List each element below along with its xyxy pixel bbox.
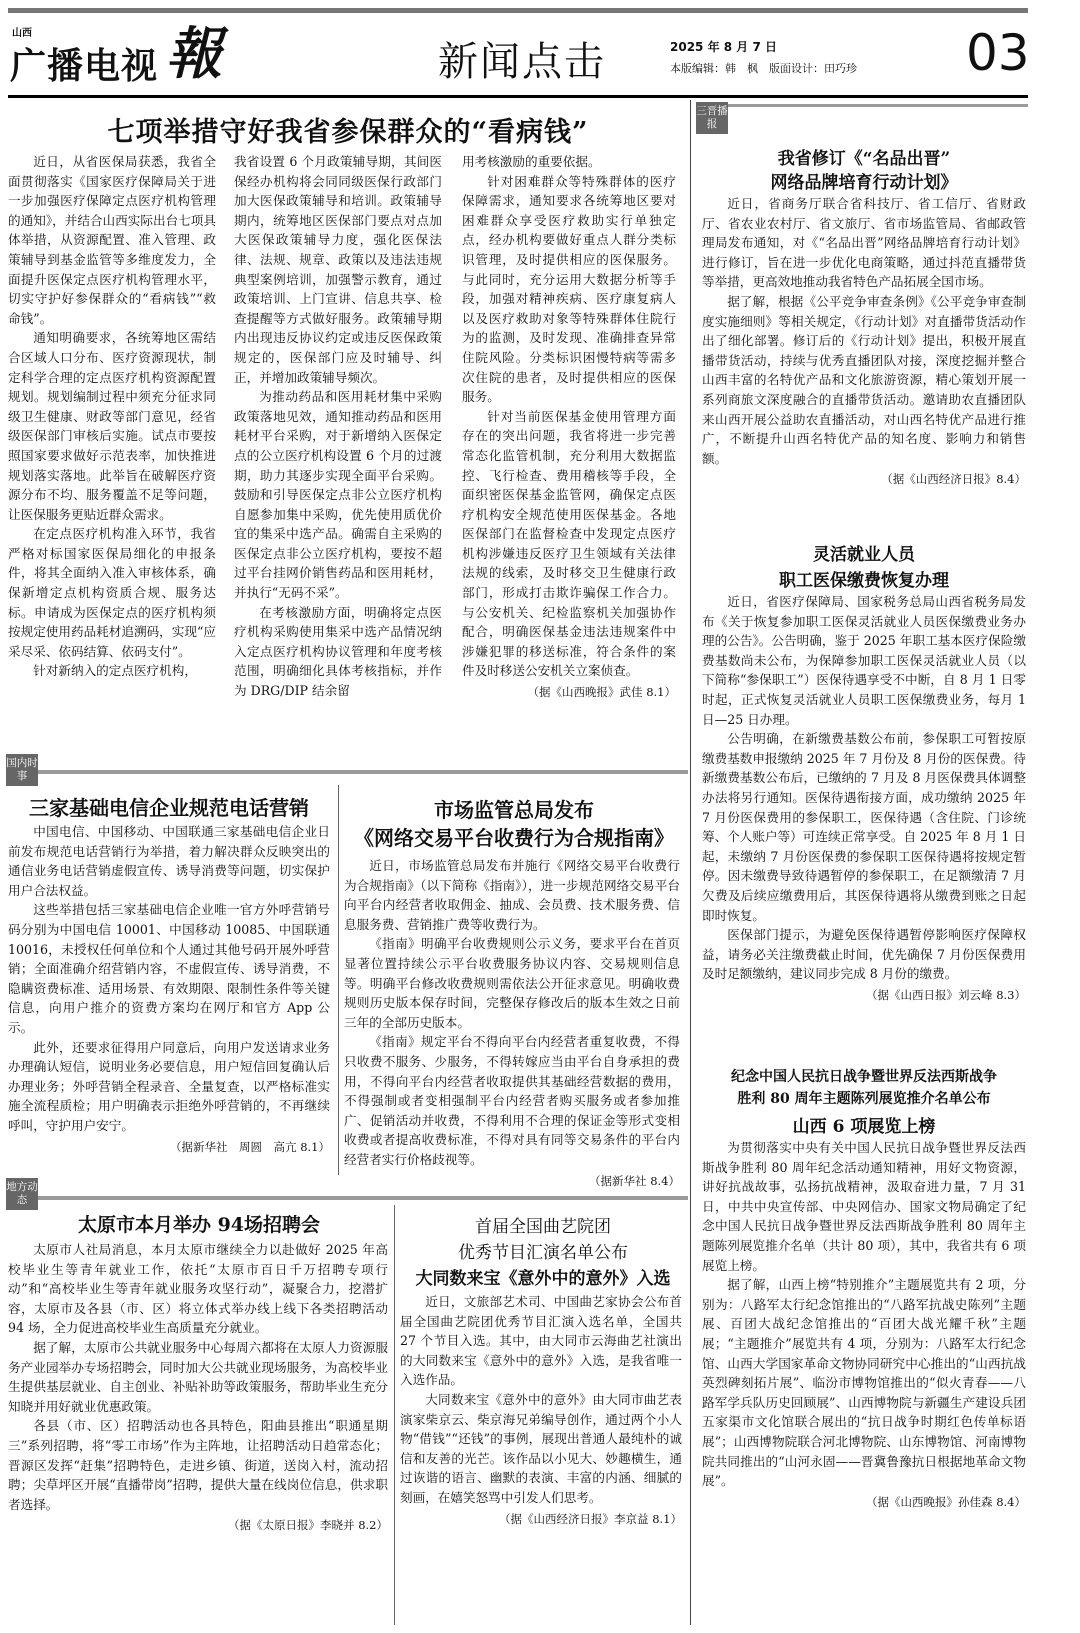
- section-rule: [8, 1196, 688, 1200]
- paragraph: 在定点医疗机构准入环节，我省严格对标国家医保局细化的申报条件，将其全面纳入准入审核体系，确保新增定点机构资质合规、服务达标。申请成为医保定点的医疗机构须按规定使用药品耗材追溯码，实现“应采尽采、依码结算、依码支付”。: [8, 526, 216, 659]
- newspaper-logo-bao: 報: [166, 21, 222, 87]
- article-source: （据新华社 8.4）: [589, 1173, 680, 1188]
- article-source: （据《太原日报》李晓并 8.2）: [228, 1518, 388, 1533]
- paragraph: 据了解，太原市公共就业服务中心每周六都将在太原人力资源服务产业园举办专场招聘会，同时加大公共就业现场服务，为高校毕业生提供基层就业、自主创业、补贴补助等政策服务，帮助毕业生充分知晓并用好就业优惠政策。: [8, 1339, 388, 1414]
- paragraph: 这些举措包括三家基础电信企业唯一官方外呼营销号码分别为中国电信 10001、中国移动 10085、中国联通 10016，未授权任何单位和个人通过其他号码开展外呼营销；全面准确介绍营销内容，不虚假宣传、诱导消费，不隐瞒资费标准、适用场景、有效期限、限制性条件等关键信息，向用户推介的资费方案均在网厅和官方 App 公示。: [8, 902, 330, 1035]
- paragraph: 在考核激励方面，明确将定点医疗机构采购使用集采中选产品情况纳入定点医疗机构协议管理和年度考核范围，明确细化具体考核指标，并作为 DRG/DIP 结余留: [234, 604, 442, 699]
- paragraph: 《指南》明确平台收费规则公示义务，要求平台在首页显著位置持续公示平台收费服务协议内容、交易规则信息等。明确平台修改收费规则需依法公开征求意见。明确收费规则历史版本保存时间，完整保存修改后的版本生效之日前三年的全部历史版本。: [344, 936, 680, 1030]
- paragraph: 近日，从省医保局获悉，我省全面贯彻落实《国家医疗保障局关于进一步加强医疗保障定点医疗机构管理的通知》，并结合山西实际出台七项具体举措，从资源配置、准入管理、政策辅导到基金监管等多维度发力，全面提升医保定点医疗机构管理水平，切实守护好参保群众的“看病钱”“救命钱”。: [8, 154, 216, 326]
- column-divider: [690, 100, 691, 1625]
- paragraph: 为贯彻落实中央有关中国人民抗日战争暨世界反法西斯战争胜利 80 周年纪念活动通知精神，用好文物资源，讲好抗战故事，弘扬抗战精神，汲取奋进力量，7 月 31 日，中共中央宣传部、中央网信办、国家文物局确定了纪念中国人民抗日战争暨世界反法西斯战争胜利 80 周年主题陈列展览推介名单（共计 80 项），其中，我省共有 6 项展览上榜。: [702, 1140, 1026, 1273]
- logo-small: 山西: [12, 28, 32, 39]
- paragraph: 《指南》规定平台不得向平台内经营者重复收费，不得只收费不服务、少服务，不得转嫁应当由平台自身承担的费用，不得向平台内经营者收取提供其基础经营数据的费用，不得强制或者变相强制平台内经营者购买服务或者参加推广、促销活动并收费，不得利用不合理的保证金等形式变相收费或者提高收费标准，不得对具有同等交易条件的平台内经营者实行价格歧视等。: [344, 1034, 680, 1167]
- bottom-left-title: 太原市本月举办 94场招聘会: [77, 1214, 321, 1236]
- section-tag-guonei: 国内时事: [6, 754, 38, 786]
- paragraph: 近日，市场监管总局发布并施行《网络交易平台收费行为合规指南》（以下简称《指南》），进一步规范网络交易平台向平台内经营者收取佣金、抽成、会员费、技术服务费、信息服务费、营销推广费等收费行为。: [344, 858, 680, 932]
- newspaper-logo: 广播电视: [10, 45, 159, 87]
- right2-body: [702, 592, 1026, 1005]
- paragraph: 据了解，根据《公平竞争审查条例》《公平竞争审查制度实施细则》等相关规定，《行动计划》对直播带货活动作出了细化部署。修订后的《行动计划》提出，积极开展直播带货活动，持续与优秀直播团队对接，深度挖掘并整合山西丰富的名特优产品和文化旅游资源，精心策划开展一系列商旅文深度融合的直播带货活动。邀请助农直播团队来山西开展公益助农直播活动，对山西名特优产品进行推广，不断提升山西名特优产品的知名度、影响力和销售额。: [702, 293, 1026, 466]
- article-source: （据《山西晚报》孙佳森 8.4）: [866, 1494, 1026, 1509]
- paragraph: 近日，省商务厅联合省科技厅、省工信厅、省财政厅、省农业农村厅、省文旅厅、省市场监管局、省邮政管理局发布通知，对《“名品出晋”网络品牌培育行动计划》进行修订，旨在进一步优化电商策略，通过抖范直播带货等举措，更高效地推动我省特色产品拓展全国市场。: [702, 196, 1026, 290]
- paragraph: 太原市人社局消息，本月太原市继续全力以赴做好 2025 年高校毕业生等青年就业工作，依托“太原市百日千万招聘专项行动”和“高校毕业生等青年就业服务攻坚行动”，凝聚合力，挖潜扩容，太原市及各县（市、区）将立体式举办线上线下各类招聘活动 94 场，全力促进高校毕业生高质量充分就业。: [8, 1242, 388, 1336]
- paragraph: 此外，还要求征得用户同意后，向用户发送请求业务办理确认短信，说明业务必要信息，用户短信回复确认后办理业务；外呼营销全程录音、全量复查，以严格标准实施全流程质检；用户明确表示拒绝外呼营销的，不再继续呼叫，守护用户安宁。: [8, 1039, 330, 1133]
- right1-title-1: 我省修订《“名品出晋”: [777, 149, 951, 169]
- section-tag-sanjin: 三晋播报: [696, 102, 728, 134]
- right1-title-2: 网络品牌培育行动计划》: [770, 173, 958, 193]
- masthead-rule: [8, 95, 1028, 98]
- section-rule: [8, 770, 688, 774]
- article-source: （据《山西晚报》武佳 8.1）: [527, 685, 676, 700]
- bottom-right-title-1: 首届全国曲艺院团: [475, 1217, 611, 1237]
- lead-col2: [234, 152, 442, 701]
- paragraph: 大同数来宝《意外中的意外》由大同市曲艺表演家柴京云、柴京海兄弟编导创作，通过两个小人物“借钱”“还钱”的事例，展现出普通人最纯朴的诚信和友善的光芒。该作品以小见大、妙趣横生，通过诙谐的语言、幽默的表演、丰富的内涵、细腻的刻画，在嬉笑怒骂中引发人们思考。: [400, 1391, 682, 1505]
- mid-left-body: [8, 822, 330, 1157]
- paragraph: 据了解，山西上榜“特别推介”主题展览共有 2 项，分别为：八路军太行纪念馆推出的“八路军抗战史陈列”主题展、百团大战纪念馆推出的“百团大战光耀千秋”主题展；“主题推介”展览共有 4 项，分别为：八路军太行纪念馆、山西大学国家革命文物协同研究中心推出的“山西抗战英烈碑刻拓片展”、临汾市博物馆推出的“似火青春——八路军学兵队历史回顾展”、山西博物院与新疆生产建设兵团五家渠市文化馆联合展出的“抗日战争时期红色传单标语展”；山西博物院联合河北博物院、山东博物馆、河南博物院共同推出的“山河永固——晋冀鲁豫抗日根据地革命文物展”。: [702, 1277, 1026, 1489]
- paragraph: 用考核激励的重要依据。: [462, 154, 601, 169]
- top-bar: [8, 8, 1028, 13]
- bottom-divider: [394, 1205, 395, 1625]
- right3-title-1: 纪念中国人民抗日战争暨世界反法西斯战争: [731, 1069, 997, 1085]
- right2-title-1: 灵活就业人员: [813, 545, 915, 565]
- right3-title-3: 山西 6 项展览上榜: [792, 1117, 936, 1137]
- section-title: 新闻点击: [438, 39, 606, 85]
- section-tag-difang: 地方动态: [6, 1178, 38, 1210]
- masthead: [8, 14, 1028, 94]
- paragraph: 近日，省医疗保障局、国家税务总局山西省税务局发布《关于恢复参加职工医保灵活就业人员医保缴费业务办理的公告》。公告明确，鉴于 2025 年职工基本医疗保险缴费基数尚未公布，为保障参加职工医保灵活就业人员（以下简称“参保职工”）医保待遇享受不中断，自 8 月 1 日零时起，正式恢复灵活就业人员职工医保缴费业务，每月 1 日—25 日办理。: [702, 594, 1026, 727]
- paragraph: 中国电信、中国移动、中国联通三家基础电信企业日前发布规范电话营销行为举措，着力解决群众反映突出的通信业务电话营销虚假宣传、诱导消费等问题，切实保护用户合法权益。: [8, 824, 330, 898]
- paragraph: 针对当前医保基金使用管理方面存在的突出问题，我省将进一步完善常态化监管机制，充分利用大数据监控、飞行检查、费用稽核等手段，全面织密医保基金监管网，确保定点医疗机构安全规范使用医保基金。各地医保部门在监督检查中发现定点医疗机构涉嫌违反医疗卫生领域有关法律法规的线索，及时移交卫生健康行政部门，形成打击欺诈骗保工作合力。与公安机关、纪检监察机关加强协作配合，明确医保基金违法违规案件中涉嫌犯罪的移送标准，符合条件的案件及时移送公安机关立案侦查。: [462, 408, 676, 679]
- lead-col3: [462, 152, 676, 703]
- paragraph: 各县（市、区）招聘活动也各具特色，阳曲县推出“职通星期三”系列招聘，将“零工市场”作为主阵地，让招聘活动日趋常态化；晋源区发挥“赶集”招聘特色，走进乡镇、街道，送岗入村，流动招聘；尖草坪区开展“直播带岗”招聘，提供大量在线岗位信息，供求职者选择。: [8, 1418, 388, 1512]
- page-number: 03: [966, 24, 1030, 82]
- paragraph: 针对困难群众等特殊群体的医疗保障需求，通知要求各统筹地区要对困难群众享受医疗救助实行单独定点，经办机构要做好重点人群分类标识管理，及时提供相应的医保服务。与此同时，充分运用大数据分析等手段，加强对精神疾病、医疗康复病人以及医疗救助对象等特殊群体住院行为的监测，及时发现、准确排查异常住院风险。分类标识困慢特病等需多次住院的患者，及时提供相应的医保服务。: [462, 173, 676, 405]
- article-source: （据《山西日报》刘云峰 8.3）: [866, 987, 1026, 1002]
- article-source: （据新华社 周圆 高亢 8.1）: [170, 1139, 330, 1154]
- paragraph: 通知明确要求，各统筹地区需结合区域人口分布、医疗资源现状，制定科学合理的定点医疗机构资源配置规划。规划编制过程中须充分征求同级卫生健康、财政等部门意见，经省级医保部门审核后实施。试点市要按照国家要求做好示范表率，加快推进规划落实落地。此举旨在破解医疗资源分布不均、服务覆盖不足等问题，让医保服务更贴近群众需求。: [8, 330, 216, 522]
- section-rule: [696, 104, 1028, 107]
- lead-col1: [8, 152, 216, 681]
- mid-right-title-1: 市场监管总局发布: [434, 798, 594, 822]
- mid-right-title-2: 《网络交易平台收费行为合规指南》: [354, 826, 674, 850]
- bottom-right-title-2: 优秀节目汇演名单公布: [458, 1243, 628, 1263]
- right3-body: [702, 1138, 1026, 1512]
- editor-credit: 本版编辑：韩 枫 版面设计：田巧珍: [670, 62, 857, 75]
- paragraph: 我省设置 6 个月政策辅导期，其间医保经办机构将会同同级医保行政部门加大医保政策辅导和培训。政策辅导期内，统筹地区医保部门要点对点加大医保政策辅导力度，强化医保法律、法规、规章、政策以及违法违规典型案例培训，加强警示教育，通过政策培训、上门宣讲、信息共享、检查提醒等方式做好服务。政策辅导期内出现违反协议约定或违反医保政策规定的，医保部门应及时辅导、纠正，并增加政策辅导频次。: [234, 154, 442, 385]
- lead-title: 七项举措守好我省参保群众的“看病钱”: [107, 117, 589, 148]
- paragraph: 针对新纳入的定点医疗机构，: [33, 663, 197, 679]
- bottom-right-title-3: 大同数来宝《意外中的意外》入选: [415, 1269, 671, 1289]
- bottom-right-body: [400, 1292, 682, 1529]
- paragraph: 医保部门提示，为避免医保待遇暂停影响医疗保障权益，请务必关注缴费截止时间，优先确保 7 月份医保费用及时足额缴纳，建议同步完成 8 月份的缴费。: [702, 927, 1026, 982]
- right3-title-2: 胜利 80 周年主题陈列展览推介名单公布: [737, 1091, 991, 1107]
- article-source: （据《山西经济日报》李京益 8.1）: [499, 1511, 682, 1526]
- mid-divider: [338, 785, 339, 1175]
- paragraph: 近日，文旅部艺术司、中国曲艺家协会公布首届全国曲艺院团优秀节目汇演入选名单，全国共 27 个节目入选。其中，由大同市云海曲艺社演出的大同数来宝《意外中的意外》入选，是我省唯一入选作品。: [400, 1294, 682, 1388]
- issue-date: 2025 年 8 月 7 日: [670, 40, 777, 54]
- bottom-left-body: [8, 1240, 388, 1536]
- article-source: （据《山西经济日报》8.4）: [881, 472, 1026, 487]
- mid-right-body: [344, 856, 680, 1191]
- paragraph: 公告明确，在新缴费基数公布前，参保职工可暂按原缴费基数申报缴纳 2025 年 7 月份及 8 月份的医保费。待新缴费基数公布后，已缴纳的 7 月及 8 月医保费具体调整办法将另行通知。医保待遇衔接方面，成功缴纳 2025 年 7 月份医保费用的参保职工，医保待遇（含住院、门诊统筹、个人账户等）可连续正常享受。自 2025 年 8 月 1 日起，未缴纳 7 月份医保费的参保职工医保待遇将按规定暂停。因未缴费导致待遇暂停的参保职工，在足额缴清 7 月欠费及后续应缴费用后，其医保待遇将从缴费到账之日起即时恢复。: [702, 731, 1026, 923]
- paragraph: 为推动药品和医用耗材集中采购政策落地见效，通知推动药品和医用耗材平台采购，对于新增纳入医保定点的公立医疗机构设置 6 个月的过渡期，助力其逐步实现全面平台采购。鼓励和引导医保定点非公立医疗机构自愿参加集中采购，优先使用质优价宜的集采中选产品。确需自主采购的医保定点非公立医疗机构，要按不超过平台挂网价销售药品和医用耗材，并执行“无码不采”。: [234, 389, 442, 601]
- right2-title-2: 职工医保缴费恢复办理: [779, 571, 949, 591]
- mid-left-title: 三家基础电信企业规范电话营销: [29, 796, 309, 820]
- right1-body: [702, 194, 1026, 490]
